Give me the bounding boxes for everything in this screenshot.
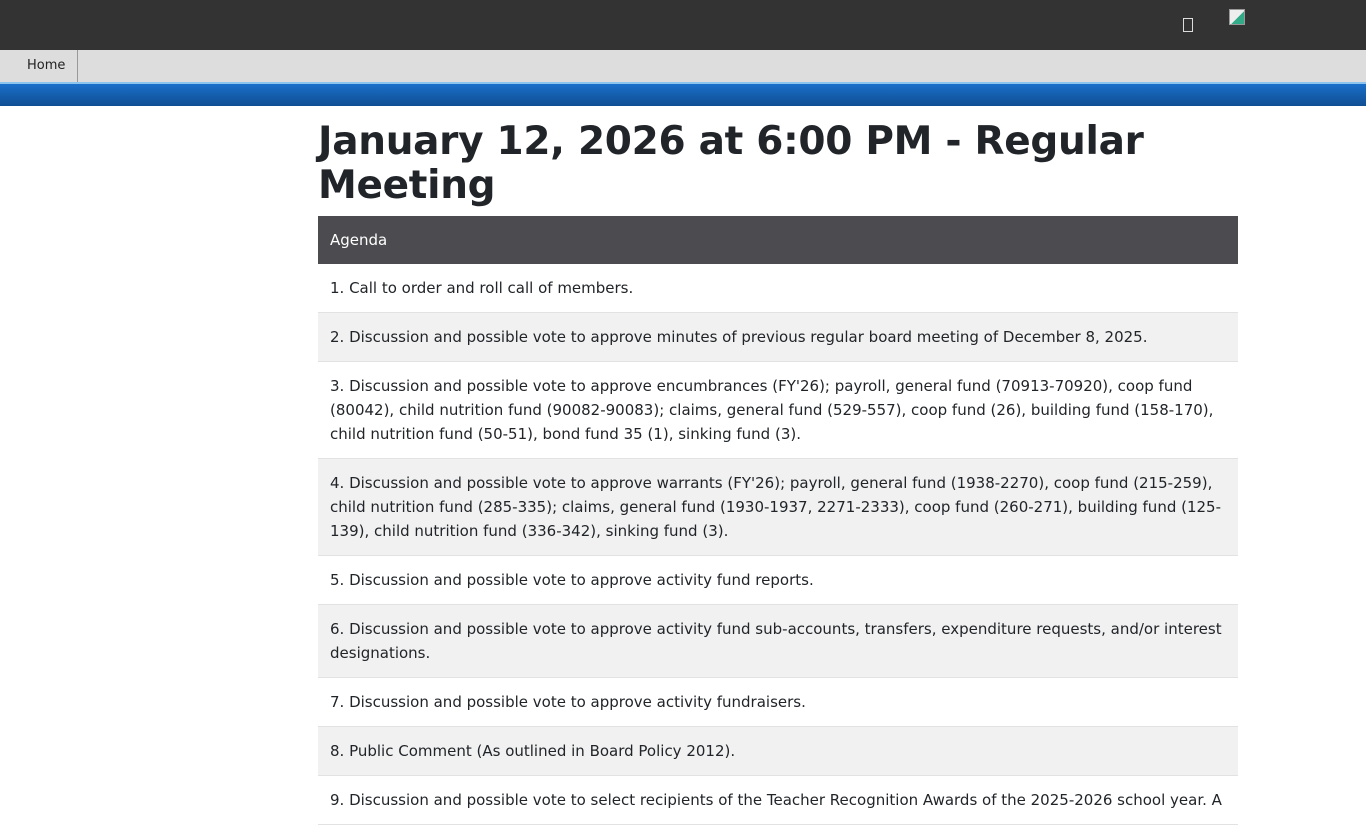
- agenda-item: 4. Discussion and possible vote to approve warrants (FY'26); payroll, general fund (1938-2270), coop fund (215-259), child nutrition fund (285-335); claims, general fund (1930-1937, 2271-2333), coop fund (260-271), building fund (125-139), child nutrition fund (336-342), sinking fund (3).: [318, 459, 1238, 556]
- main-content: [318, 106, 1238, 825]
- menu-icon[interactable]: [1183, 18, 1193, 32]
- agenda-item: 7. Discussion and possible vote to approve activity fundraisers.: [318, 678, 1238, 727]
- agenda-item: 1. Call to order and roll call of members.: [318, 264, 1238, 313]
- agenda-list: [318, 264, 1238, 825]
- agenda-item: 5. Discussion and possible vote to approve activity fund reports.: [318, 556, 1238, 605]
- nav-home-link[interactable]: Home: [0, 50, 78, 82]
- agenda-item: 9. Discussion and possible vote to select recipients of the Teacher Recognition Awards of the 2025-2026 school year. A: [318, 776, 1238, 825]
- blue-banner: [0, 82, 1366, 106]
- broken-image-icon[interactable]: [1229, 9, 1245, 25]
- nav-bar: [0, 50, 1366, 82]
- agenda-item: 3. Discussion and possible vote to approve encumbrances (FY'26); payroll, general fund (70913-70920), coop fund (80042), child nutrition fund (90082-90083); claims, general fund (529-557), coop fund (26), building fund (158-170), child nutrition fund (50-51), bond fund 35 (1), sinking fund (3).: [318, 362, 1238, 459]
- agenda-item: 2. Discussion and possible vote to approve minutes of previous regular board meeting of December 8, 2025.: [318, 313, 1238, 362]
- page-title: January 12, 2026 at 6:00 PM - Regular Meeting: [318, 119, 1144, 208]
- agenda-header: Agenda: [318, 216, 1238, 264]
- agenda-item: 6. Discussion and possible vote to approve activity fund sub-accounts, transfers, expenditure requests, and/or interest designations.: [318, 605, 1238, 678]
- top-bar: [0, 0, 1366, 50]
- agenda-item: 8. Public Comment (As outlined in Board Policy 2012).: [318, 727, 1238, 776]
